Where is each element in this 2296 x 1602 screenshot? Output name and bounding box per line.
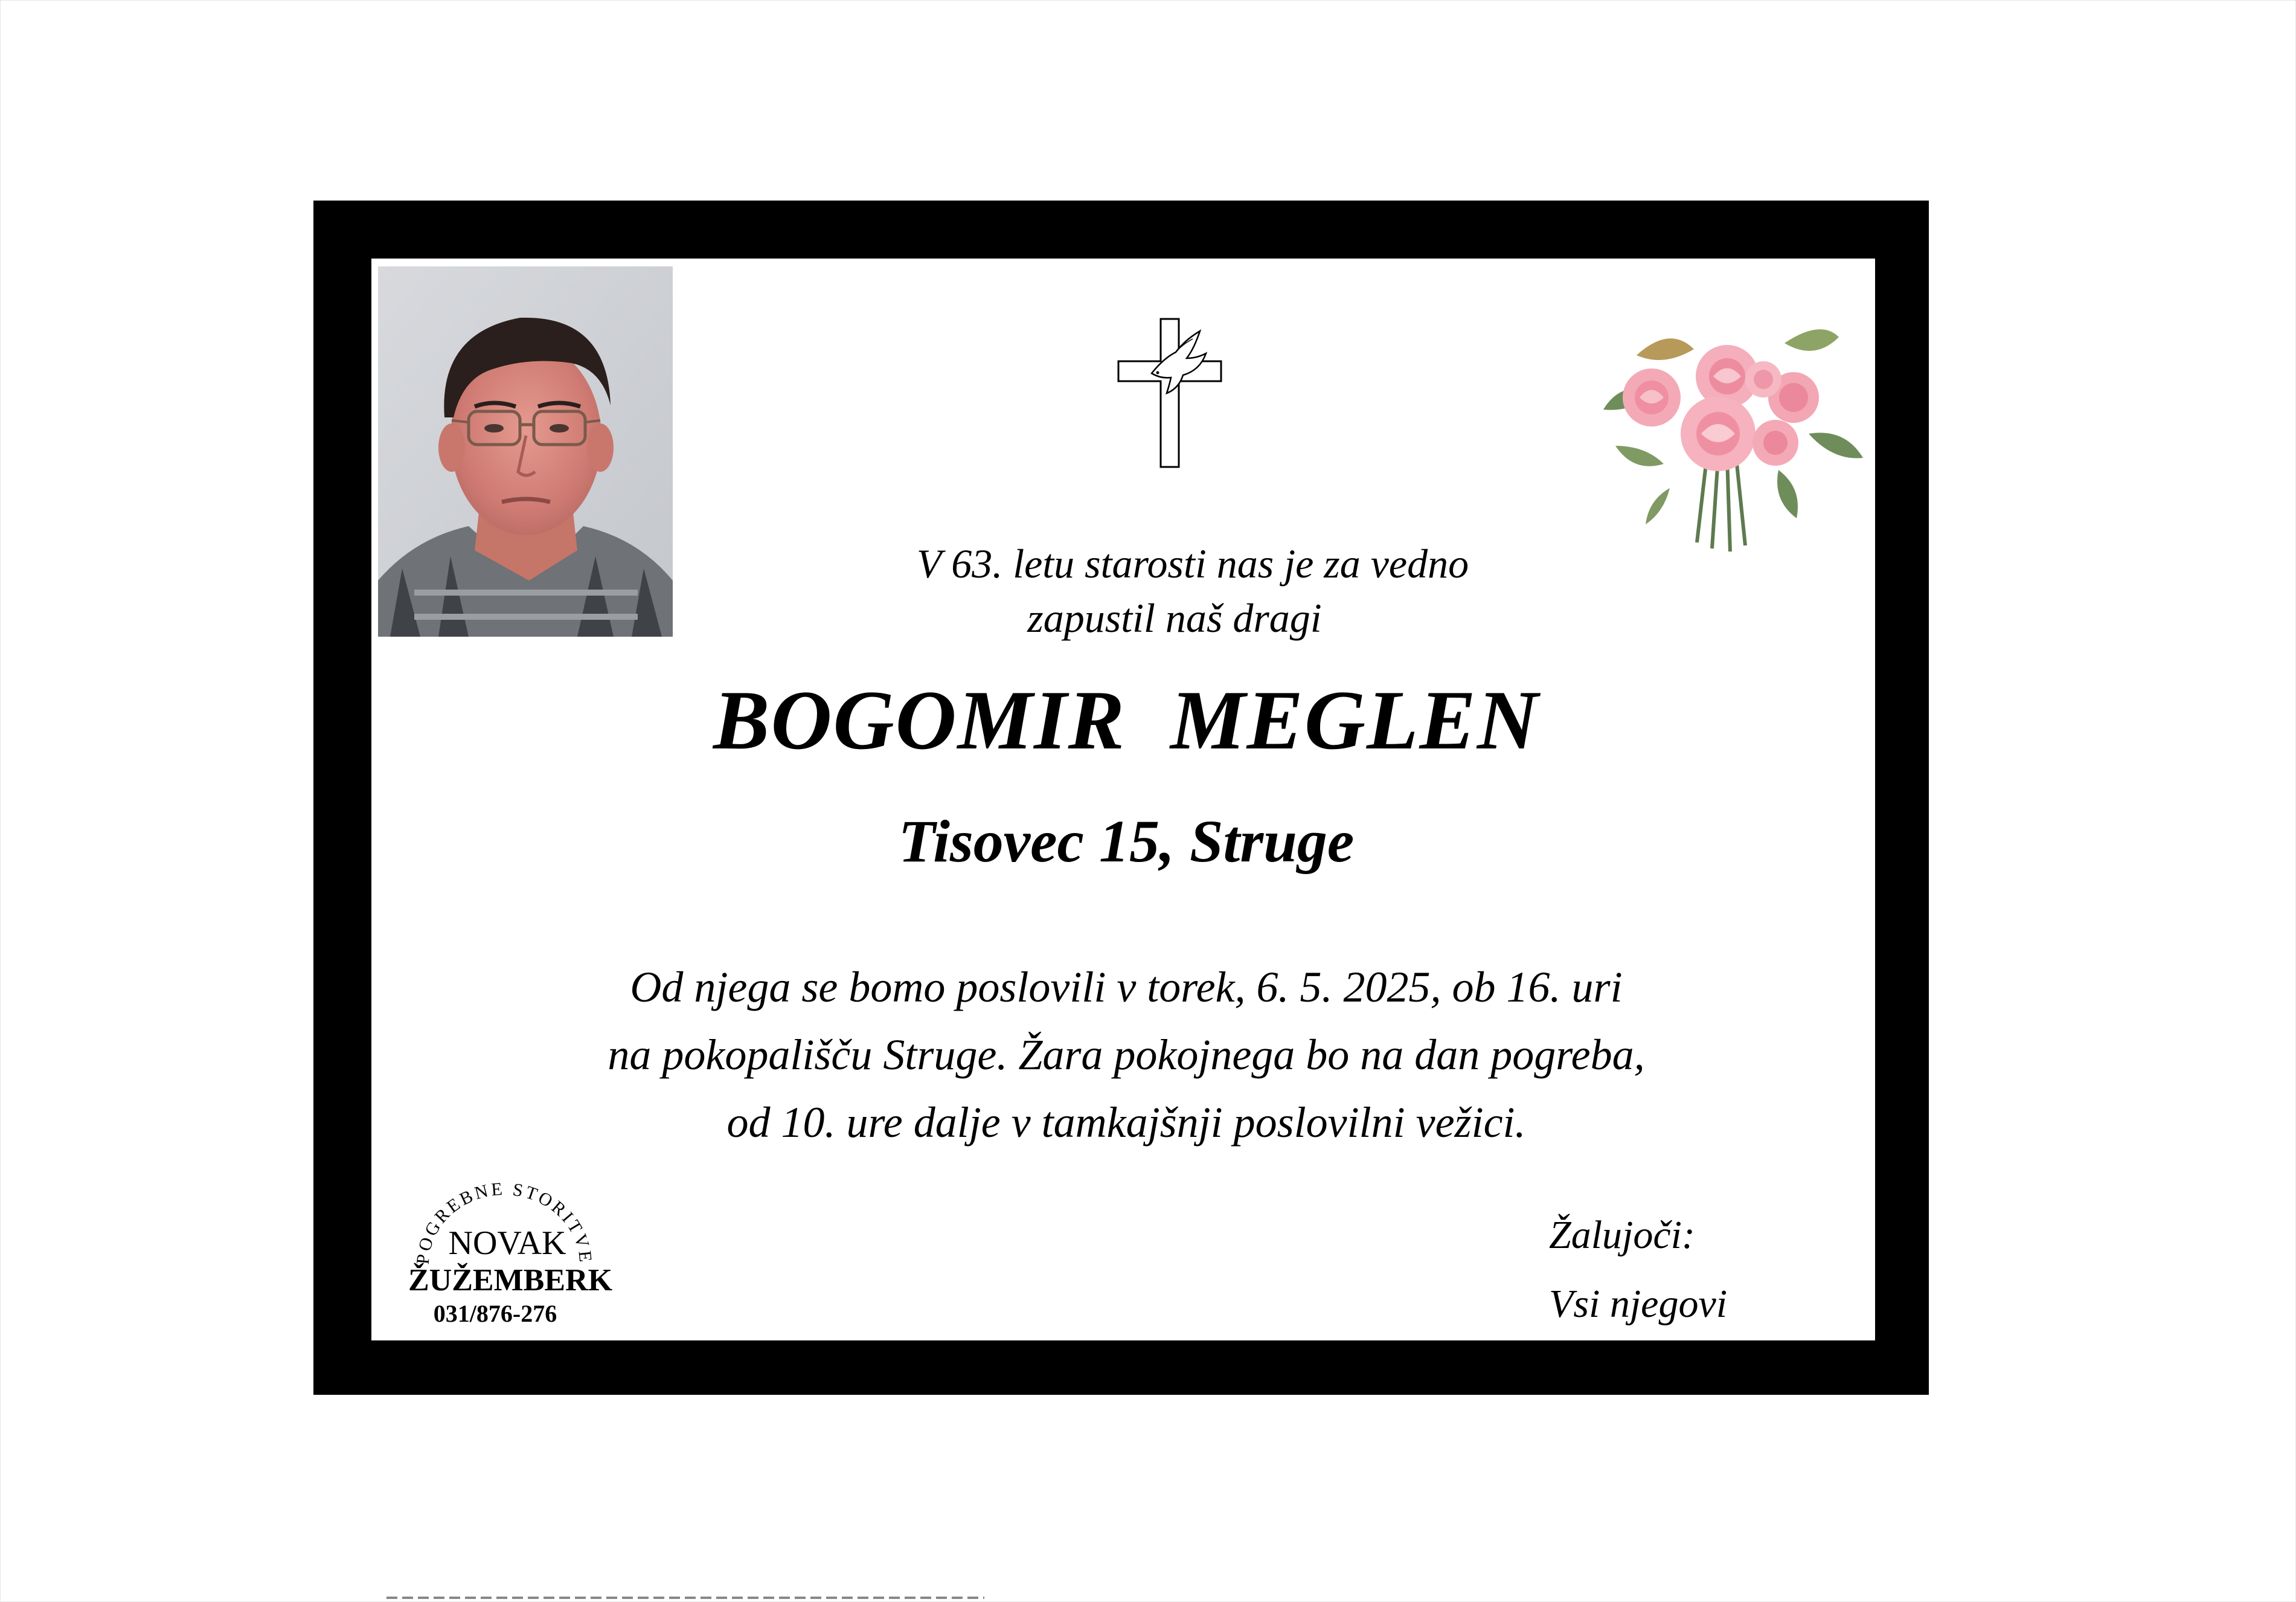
deceased-address: Tisovec 15, Struge: [898, 808, 1355, 875]
intro-text: [794, 536, 1555, 645]
funeral-details-line-1: Od njega se bomo poslovili v torek, 6. 5. 2025, ob 16. uri: [630, 963, 1623, 1011]
mourners-value: Vsi njegovi: [1549, 1282, 1728, 1326]
funeral-details-line-2: na pokopališču Struge. Žara pokojnega bo na dan pogreba,: [608, 1031, 1645, 1079]
bottom-dashed-rule: [386, 1597, 984, 1599]
intro-line-1: V 63. letu starosti nas je za vedno: [916, 541, 1469, 587]
cross-with-dove-icon: [1115, 316, 1230, 470]
logo-service-name: NOVAK: [448, 1224, 566, 1262]
obituary-content: [371, 259, 1875, 1340]
intro-line-2: zapustil naš dragi: [1027, 595, 1322, 641]
logo-phone: 031/876-276: [433, 1300, 557, 1327]
logo-arc-text: POGREBNE STORITVE: [412, 1179, 596, 1266]
funeral-details-line-3: od 10. ure dalje v tamkajšnji poslovilni vežici.: [726, 1098, 1526, 1147]
rose-bouquet-icon: [1579, 307, 1869, 561]
deceased-name: BOGOMIR MEGLEN: [713, 674, 1539, 767]
funeral-details: [522, 953, 1730, 1156]
obituary-card: [313, 201, 1929, 1395]
mourners-label: Žalujoči:: [1549, 1213, 1695, 1257]
portrait-photo: [378, 266, 673, 637]
mourners-block: [1549, 1201, 1851, 1339]
funeral-service-logo: [405, 1177, 622, 1334]
logo-city: ŽUŽEMBERK: [408, 1263, 613, 1298]
